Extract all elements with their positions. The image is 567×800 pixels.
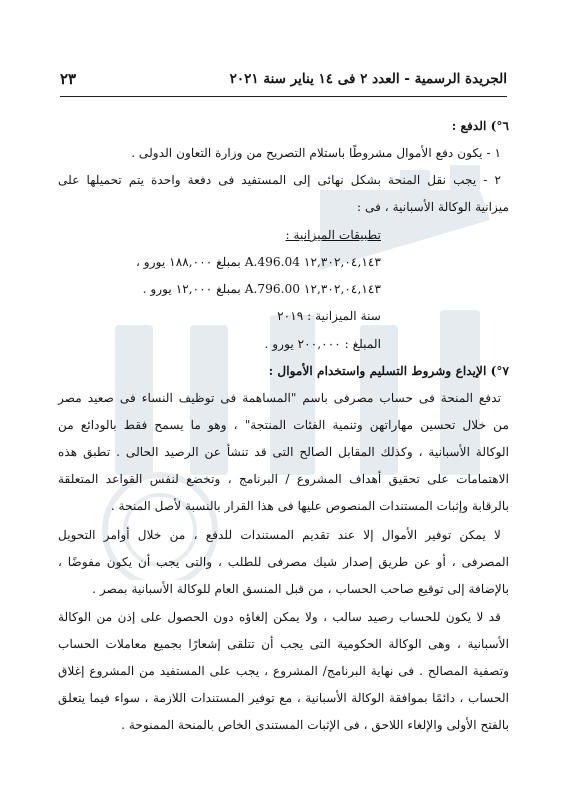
paragraph-line: الحساب ، دائمًا بموافقة الوكالة الأسبانية ، مع توفير المستندات اللازمة ، سواء فيما يتعلق (58, 691, 509, 705)
paragraph-line: بالإضافة إلى توقيع صاحب الحساب ، من قبل المنسق العام للوكالة الأسبانية بمصر . (92, 582, 509, 596)
paragraph-line: بالرقابة وإثبات المستندات المنصوص عليها فى هذا القرار بالنسبة لأصل المنحة . (110, 499, 509, 513)
budget-line-1: ١٢,٣٠٢,٠٤,١٤٣ A.496.04 بمبلغ ١٨٨,٠٠٠ يورو ، (136, 255, 381, 269)
paragraph-line: الاهتمامات على تحقيق أهداف المشروع / البرنامج ، وتخضع لنفس القواعد المتعلقة (58, 472, 509, 486)
paragraph-line: الأسبانية ، وهى الوكالة الحكومية التى يجب أن تتلقى إشعارًا بجميع معاملات الحساب (58, 637, 509, 651)
page-number: ٢٣ (60, 70, 77, 88)
paragraph-line: ميزانية الوكالة الأسبانية ، فى : (356, 200, 509, 214)
paragraph-line: من خلال تحسين مهاراتهن وتنمية الفئات المنتجة" ، وهو ما يسمح فقط بالودائع من (58, 418, 509, 432)
paragraph-line: الوكالة الأسبانية ، وكذلك المقابل الصالح التى قد تنشأ عن الرصيد الحالى . تطبق هذه (58, 445, 509, 459)
paragraph-line: تدفع المنحة فى حساب مصرفى باسم "المساهمة فى توظيف النساء فى صعيد مصر (58, 391, 501, 405)
gazette-title: الجريدة الرسمية - العدد ٢ فى ١٤ يناير سنة ٢٠٢١ (229, 71, 507, 87)
budget-line-2: ١٢,٣٠٢,٠٤,١٤٣ A.796.00 بمبلغ ١٢,٠٠٠ يورو . (142, 282, 381, 296)
budget-applications-heading: تطبيقات الميزانية : (285, 228, 381, 242)
paragraph-line: بالفتح الأولى والإلغاء اللاحق ، فى الإثبات المستندى الخاص بالمنحة الممنوحة . (121, 718, 509, 732)
paragraph-line: ١ - يكون دفع الأموال مشروطًا باستلام التصريح من وزارة التعاون الدولى . (131, 146, 501, 160)
paragraph-line: قد لا يكون للحساب رصيد سالب ، ولا يمكن إلغاؤه دون الحصول على إذن من الوكالة (58, 610, 501, 624)
paragraph-line: لا يمكن توفير الأموال إلا عند تقديم المستندات للدفع ، من خلال أوامر التحويل (58, 528, 501, 542)
budget-amount: المبلغ : ٢٠٠,٠٠٠ يورو . (264, 337, 381, 351)
page-header (60, 64, 507, 94)
paragraph-line: ٢ - يجب نقل المنحة بشكل نهائى إلى المستفيد فى دفعة واحدة يتم تحميلها على (58, 173, 501, 187)
paragraph-line: وتصفية المصالح . فى نهاية البرنامج/ المشروع ، يجب على المستفيد من المشروع إغلاق (58, 664, 509, 678)
section-heading-payment: ٦°) الدفع : (451, 119, 509, 133)
header-rule (60, 96, 507, 97)
section-heading-deposit: ٧°) الإيداع وشروط التسليم واستخدام الأموال : (268, 364, 509, 378)
paragraph-line: المصرفى ، أو عن طريق إصدار شيك مصرفى للطلب ، والتى يجب أن يكون مفوضًا ، (58, 555, 509, 569)
budget-year: سنة الميزانية : ٢٠١٩ (277, 309, 381, 323)
